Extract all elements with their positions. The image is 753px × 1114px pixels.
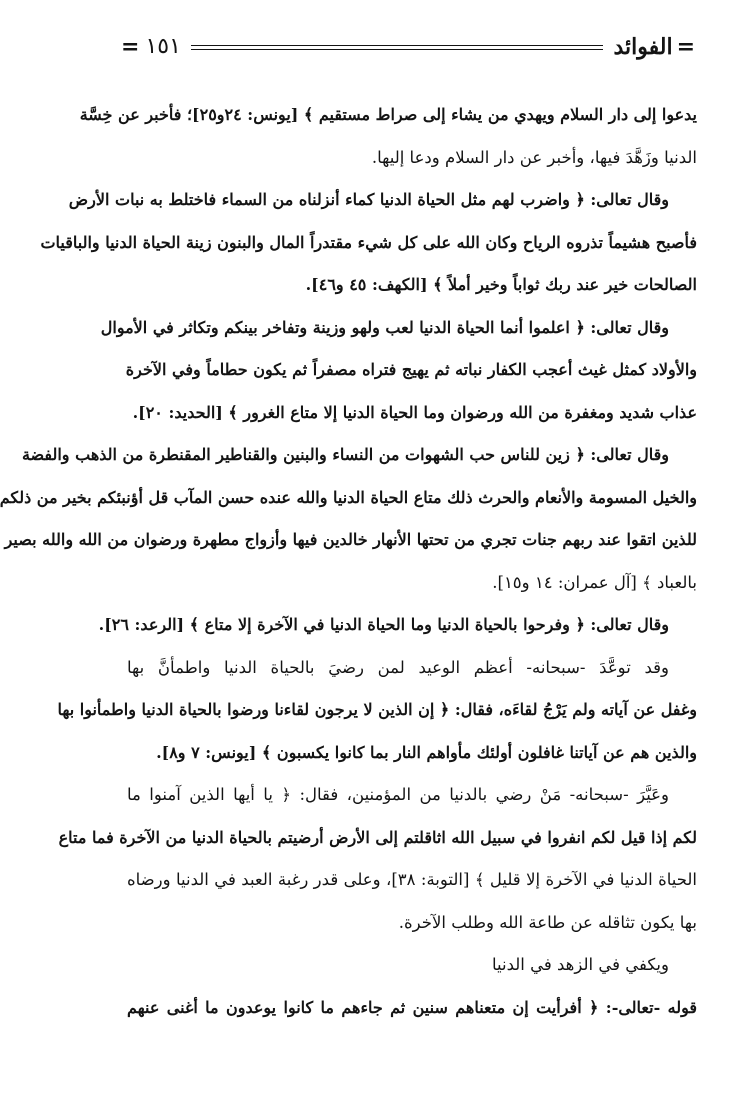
text-line: الصالحات خير عند ربك ثواباً وخير أملاً ﴾ [الكهف: ٤٥ و٤٦]. bbox=[305, 275, 697, 294]
text-line: والأولاد كمثل غيث أعجب الكفار نباته ثم يهيج فتراه مصفراً ثم يكون حطاماً وفي الآخرة bbox=[125, 360, 697, 379]
text-line: لكم إذا قيل لكم انفروا في سبيل الله اثاقلتم إلى الأرض أرضيتم بالحياة الدنيا من الآخرة فما متاع bbox=[58, 827, 697, 847]
text-line: الدنيا وزَهَّدَ فيها، وأخبر عن دار السلام ودعا إليها. bbox=[371, 147, 697, 167]
text-line: وعَيَّرَ -سبحانه- مَنْ رضي بالدنيا من المؤمنين، فقال: ﴿ يا أيها الذين آمنوا ما bbox=[127, 785, 669, 804]
page-number: ١٥١ bbox=[145, 34, 181, 59]
text-line: الحياة الدنيا في الآخرة إلا قليل ﴾ [التوبة: ٣٨]، وعلى قدر رغبة العبد في الدنيا ورضاه bbox=[127, 870, 697, 889]
text-line: وقال تعالى: ﴿ وفرحوا بالحياة الدنيا وما الحياة الدنيا في الآخرة إلا متاع ﴾ [الرعد: ٢٦]. bbox=[98, 615, 669, 634]
text-line: للذين اتقوا عند ربهم جنات تجري من تحتها الأنهار خالدين فيها وأزواج مطهرة ورضوان من الله والله بصير bbox=[4, 530, 697, 549]
text-line: يدعوا إلى دار السلام ويهدي من يشاء إلى صراط مستقيم ﴾ [يونس: ٢٤و٢٥]؛ فأخبر عن خِسَّة bbox=[79, 105, 697, 124]
page-header bbox=[121, 30, 695, 64]
text-line: وقد توعَّدَ -سبحانه- أعظم الوعيد لمن رضيَ بالحياة الدنيا واطمأنَّ بها bbox=[127, 657, 669, 677]
header-dash-left: = bbox=[676, 34, 695, 60]
text-line: والذين هم عن آياتنا غافلون أولئك مأواهم النار بما كانوا يكسبون ﴾ [يونس: ٧ و٨]. bbox=[156, 742, 697, 762]
text-line: قوله -تعالى-: ﴿ أفرأيت إن متعناهم سنين ثم جاءهم ما كانوا يوعدون ما أغنى عنهم bbox=[127, 997, 697, 1017]
header-dash-right: = bbox=[121, 34, 140, 60]
text-line: والخيل المسومة والأنعام والحرث ذلك متاع الحياة الدنيا والله عنده حسن المآب قل أؤنبئكم بخير من ذلكم bbox=[0, 487, 697, 507]
text-line: فأصبح هشيماً تذروه الرياح وكان الله على كل شيء مقتدراً المال والبنون زينة الحياة الدنيا والباقيات bbox=[40, 232, 697, 252]
text-line: وقال تعالى: ﴿ واضرب لهم مثل الحياة الدنيا كماء أنزلناه من السماء فاختلط به نبات الأرض bbox=[68, 190, 669, 209]
text-line: عذاب شديد ومغفرة من الله ورضوان وما الحياة الدنيا إلا متاع الغرور ﴾ [الحديد: ٢٠]. bbox=[132, 402, 697, 422]
book-title: الفوائد bbox=[613, 34, 673, 60]
text-line: وقال تعالى: ﴿ اعلموا أنما الحياة الدنيا لعب ولهو وزينة وتفاخر بينكم وتكاثر في الأموال bbox=[100, 317, 669, 337]
page-body bbox=[0, 94, 697, 1029]
text-line: وغفل عن آياته ولم يَرْجُ لقاءَه، فقال: ﴿ إن الذين لا يرجون لقاءنا ورضوا بالحياة الدنيا واطمأنوا بها bbox=[57, 700, 697, 719]
text-line: بالعباد ﴾ [آل عمران: ١٤ و١٥]. bbox=[492, 572, 697, 592]
text-line: وقال تعالى: ﴿ زين للناس حب الشهوات من النساء والبنين والقناطير المقنطرة من الذهب والفضة bbox=[21, 445, 669, 464]
text-line: ويكفي في الزهد في الدنيا bbox=[492, 955, 669, 974]
header-rule bbox=[191, 45, 604, 50]
text-line: بها يكون تثاقله عن طاعة الله وطلب الآخرة. bbox=[398, 912, 697, 932]
